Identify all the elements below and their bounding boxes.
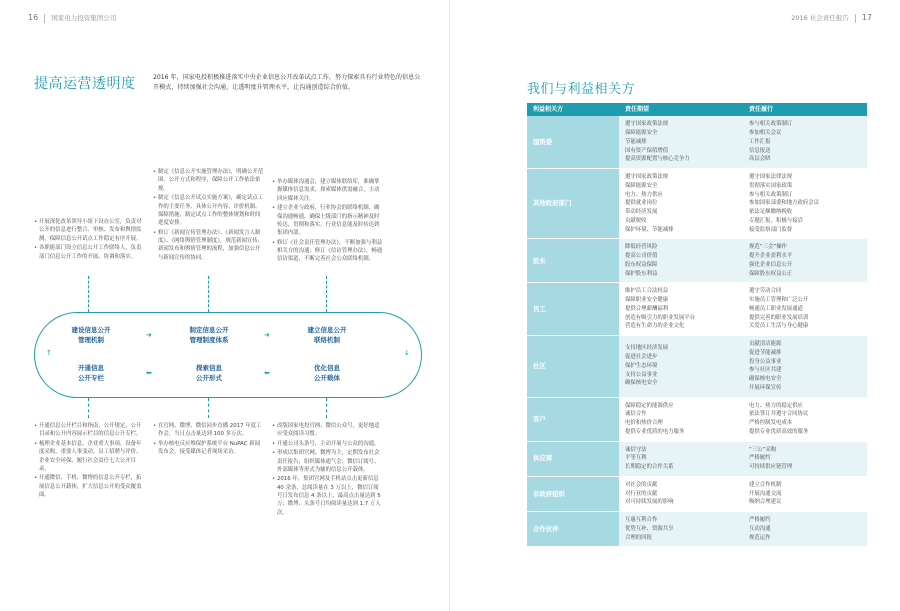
expectation-cell: 保障稳定的能源供应 诚信合作 电价和热价合理 提供专业优质的电力服务	[619, 397, 743, 441]
stakeholder-cell: 员工	[527, 283, 619, 336]
arrow-left-icon: ⬅	[264, 369, 270, 377]
right-header	[791, 12, 872, 24]
bullet-item: • 修订《社会责任管理办法》，不断加强与利益相关方的沟通；修订《信访管理办法》，畅通信访渠道，不断完善社会公众联络机制。	[272, 239, 384, 264]
stakeholder-cell: 国资委	[527, 116, 619, 168]
arrow-down-icon: ↓	[404, 349, 410, 357]
table-row	[527, 283, 867, 336]
header-divider	[855, 14, 856, 23]
section-title-stakeholders: 我们与利益相关方	[527, 82, 636, 97]
intro-paragraph: 2016 年，国家电投积极推进落实中央企业信息公开改革试点工作，努力探索具有行业特色的信息公开模式，持续加强社会沟通，让透明度升管理水平，让沟通创造综合价值。	[153, 74, 421, 92]
table-row	[527, 512, 867, 547]
action-cell: 严格履约 互动沟通 规范运作	[743, 512, 867, 547]
column-top-1	[34, 218, 146, 262]
arrow-up-icon: ↑	[46, 349, 52, 357]
expectation-cell: 诚信守法 平等互利 长期稳定的合作关系	[619, 441, 743, 476]
bullet-item: • 制定《信息公开试点实施方案》，确定试点工作的主要任务、具体公开内容、评价机制、保障措施，制定试点工作的整体规划和时间进度安排。	[153, 194, 265, 228]
bullet-item: • 制定《信息公开实施管理办法》，明确公开范围、公开方式和程序，保障公开工作依法依规。	[153, 168, 265, 193]
bullet-item: • 修订《新闻宣传管理办法》、《新闻发言人制度》、《网络舆情管理制度》，规范新闻宣传、新闻发布和舆情管理的流程，加强信息公开与新闻宣传的协同。	[153, 229, 265, 263]
bullet-item: • 各职能部门设立信息公开工作联络人，负责部门信息公开工作的开展、协调和落实。	[34, 244, 146, 261]
stakeholder-cell: 社区	[527, 336, 619, 398]
table-row	[527, 116, 867, 168]
column-top-3	[272, 178, 384, 265]
expectation-cell: 遵守国家政策法规 保障能源安全 节能减排 国有资产保值增值 提高资源配置与核心竞争力	[619, 116, 743, 168]
connector-line	[208, 398, 209, 418]
bullet-item: • 举办核电反应堆保护系统平台 NuPAC 新闻发布会，接受媒体记者现场采访。	[153, 440, 265, 457]
action-cell: 电力、热力的稳定供应 依法签订并遵守合同协议 严格控制发电成本 提供专业优质高效的服务	[743, 397, 867, 441]
stakeholder-cell: 供应商	[527, 441, 619, 476]
expectation-cell: 互惠互利合作 优势互补、资源共享 合理的回报	[619, 512, 743, 547]
node-column: 开通信息 公开专栏	[78, 364, 104, 382]
table-row	[527, 239, 867, 283]
expectation-cell: 维护员工合法权益 保障职业安全健康 提供合理薪酬福利 创造有吸引力的职业发展平台 营造有生命力的企业文化	[619, 283, 743, 336]
header-stakeholder: 利益相关方	[527, 103, 619, 116]
left-header	[28, 12, 116, 24]
bullet-item: • 梳理企业基本信息、企业重大事项、设备年度采购、重要人事变动、员工招聘与评价、企业安全环保、履行社会责任七大公开目录。	[34, 440, 146, 474]
action-cell: “三公”采购 严格履约 可持续供应链管理	[743, 441, 867, 476]
table-header-row	[527, 103, 867, 116]
column-bottom-1	[34, 422, 146, 500]
node-mechanism: 建设信息公开 管理机制	[71, 326, 111, 344]
node-liaison: 建立信息公开 联络机制	[307, 326, 347, 344]
bullet-item: • 举办媒体沟通会，建立媒体联络库，准确掌握媒体信息需求，探索媒体供需融合，主动回应媒体关注。	[272, 178, 384, 203]
arrow-right-icon: ➜	[264, 331, 270, 339]
bullet-item: • 在官网、微博、微信同步直播 2017 年度工作会，当日点击量达到 100 多万次。	[153, 422, 265, 439]
table-row	[527, 169, 867, 239]
table-row	[527, 397, 867, 441]
stakeholder-cell: 其他政府部门	[527, 169, 619, 239]
transparency-cycle-diagram	[34, 312, 422, 398]
stakeholder-table	[527, 103, 867, 547]
expectation-cell: 遵守国家政策法规 保障能源安全 电力、热力供应 提供就业岗位 带动经济发展 贡献税收 保护环境、节能减排	[619, 169, 743, 239]
stakeholder-cell: 客户	[527, 397, 619, 441]
arrow-right-icon: ➜	[146, 331, 152, 339]
section-title-transparency: 提高运营透明度	[34, 76, 136, 92]
bullet-item: • 开通信息公开栏目和指南、公开规定、公开目录和公开内容展示栏目的信息公开专栏。	[34, 422, 146, 439]
company-name: 国家电力投资集团公司	[51, 14, 117, 23]
connector-line	[88, 276, 89, 312]
bullet-item: • 建立企业与政府、行业协会的联络机制，确保沟通畅通，确保上级部门的指示精神及时传达，贯彻和落实。行业信息能及时传达到集团内部。	[272, 204, 384, 238]
bullet-item: • 开展深化改革领导小组下设办公室，负责对公开的信息进行整合、审核、发布和舆情监测，保障信息公开试点工作稳定有序开展。	[34, 218, 146, 243]
action-cell: 贡献清洁能源 促进节能减排 投身公益事业 参与社区共建 确保核电安全 开展环保宣传	[743, 336, 867, 398]
table-body	[527, 116, 867, 547]
action-cell: 参与相关政策制订 参加相关会议 工作汇报 信息报送 高层会晤	[743, 116, 867, 168]
cycle-oval	[34, 312, 422, 398]
arrow-left-icon: ⬅	[146, 369, 152, 377]
header-actions: 责任履行	[743, 103, 867, 116]
table-row	[527, 441, 867, 476]
right-page-number: 17	[861, 13, 872, 22]
table-row	[527, 336, 867, 398]
bullet-item: • 开通微信、手机、微博的信息公开专栏，拓展信息公开载体，扩大信息公开的受众覆盖面。	[34, 474, 146, 499]
action-cell: 遵守国家法律法规 贯彻落实国家政策 参与相关政策制订 参加国家部委和地方政府会议 依法足额缴纳税收 专题汇报，积极与接洽 接受监察部门监督	[743, 169, 867, 239]
column-bottom-3	[272, 422, 384, 518]
action-cell: 建立合作机制 开展沟通交流 吸纳合理建议	[743, 476, 867, 511]
stakeholder-cell: 合作伙伴	[527, 512, 619, 547]
header-divider	[44, 14, 45, 23]
connector-line	[326, 398, 327, 418]
bullet-item: • 开通公司头条号，主动开展与公众的沟通。	[272, 440, 384, 448]
node-regulation: 制定信息公开 管理制度体系	[189, 326, 229, 344]
bullet-item: • 改版国家电投官网、微信公众号，更好地适应受众阅读习惯。	[272, 422, 384, 439]
table-row	[527, 476, 867, 511]
stakeholder-cell: 股东	[527, 239, 619, 283]
report-title: 2016 社会责任报告	[791, 14, 849, 23]
expectation-cell: 对社会的贡献 对行业的贡献 对可持续发展的影响	[619, 476, 743, 511]
column-top-2	[153, 168, 265, 263]
action-cell: 遵守劳动合同 实施员工管理和广泛公开 畅通员工职业发展通道 提供完善的职业发展培训 关爱员工生活与身心健康	[743, 283, 867, 336]
expectation-cell: 支持地区经济发展 促进社会进步 保护生态环境 支持公益事业 确保核电安全	[619, 336, 743, 398]
connector-line	[208, 276, 209, 312]
bullet-item: • 形成以集团官网、微博为主，定期发布社会责任报告，组织媒体通气会、微信订阅号、外部媒体等形式为辅的信息公开载体。	[272, 449, 384, 474]
node-form: 探索信息 公开形式	[196, 364, 222, 382]
column-bottom-2	[153, 422, 265, 458]
action-cell: 规范“三会”操作 提升企业盈利水平 强化企业信息公开 保障股东权益公正	[743, 239, 867, 283]
connector-line	[88, 398, 89, 418]
expectation-cell: 降低经营风险 提高公司价值 股东权益保障 保护股东利益	[619, 239, 743, 283]
header-expectations: 责任期望	[619, 103, 743, 116]
node-carrier: 优化信息 公开载体	[314, 364, 340, 382]
left-page-number: 16	[28, 13, 39, 22]
bullet-item: • 2016 年，集团官网及手机站点击更新信息 40 余条，总阅读量在 3 万以上，微信订阅号日发布信息 4 条以上，最高点击量达到 5 万；微博、头条号日均阅读量达到 1.7 万人次。	[272, 475, 384, 517]
connector-line	[326, 276, 327, 312]
stakeholder-cell: 非政府组织	[527, 476, 619, 511]
